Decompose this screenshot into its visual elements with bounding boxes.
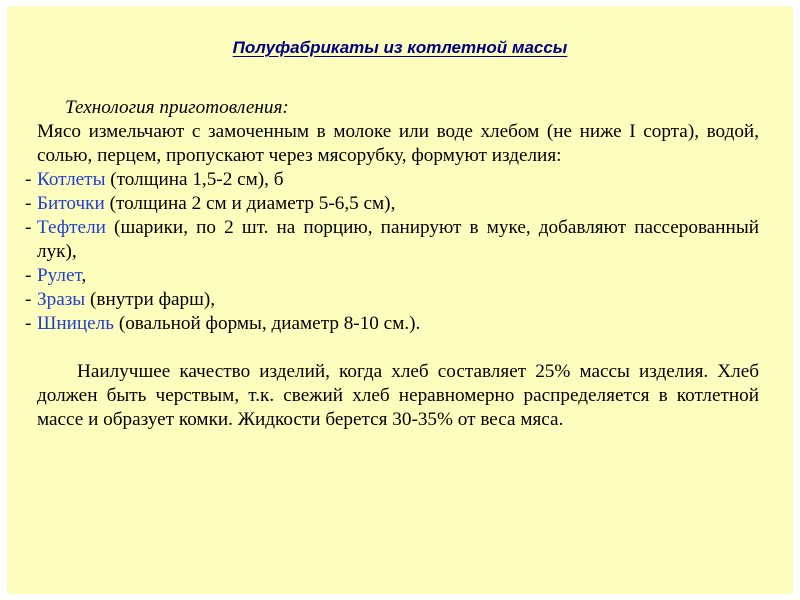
quality-paragraph: Наилучшее качество изделий, когда хлеб составляет 25% массы изделия. Хлеб должен быть черствым, т.к. свежий хлеб неравномерно распределяется в котлетной массе и образует комки. Жидкости берется 30-35% от веса мяса. xyxy=(37,361,759,430)
item-term: Зразы xyxy=(37,289,86,310)
item-term: Биточки xyxy=(37,193,105,214)
item-term: Котлеты xyxy=(37,169,106,190)
item-term: Шницель xyxy=(37,313,115,334)
list-item xyxy=(25,216,759,264)
list-dash: - xyxy=(25,217,32,238)
list-item xyxy=(25,264,759,288)
list-item xyxy=(25,192,759,216)
list-item xyxy=(25,312,759,336)
item-description: , xyxy=(81,265,87,286)
list-dash: - xyxy=(25,313,32,334)
item-description: (толщина 1,5-2 см), б xyxy=(105,169,284,190)
slide-content xyxy=(25,96,759,432)
item-term: Тефтели xyxy=(37,217,106,238)
list-item xyxy=(25,168,759,192)
list-item xyxy=(25,288,759,312)
intro-text: Мясо измельчают с замоченным в молоке или воде хлебом (не ниже I сорта), водой, солью, перцем, пропускают через мясорубку, формуют изделия: xyxy=(37,121,759,166)
list-dash: - xyxy=(25,265,32,286)
item-description: (овальной формы, диаметр 8-10 см.). xyxy=(114,313,421,334)
item-description: (толщина 2 см и диаметр 5-6,5 см), xyxy=(104,193,396,214)
slide xyxy=(7,6,793,594)
item-term: Рулет xyxy=(37,265,82,286)
list-dash: - xyxy=(25,169,32,190)
item-description: (шарики, по 2 шт. на порцию, панируют в муке, добавляют пассерованный лук), xyxy=(37,217,759,262)
product-list xyxy=(25,168,759,336)
page-title: Полуфабрикаты из котлетной массы xyxy=(232,38,568,57)
spacer xyxy=(25,336,759,360)
item-description: (внутри фарш), xyxy=(85,289,216,310)
list-dash: - xyxy=(25,289,32,310)
subtitle: Технология приготовления: xyxy=(65,97,289,118)
list-dash: - xyxy=(25,193,32,214)
